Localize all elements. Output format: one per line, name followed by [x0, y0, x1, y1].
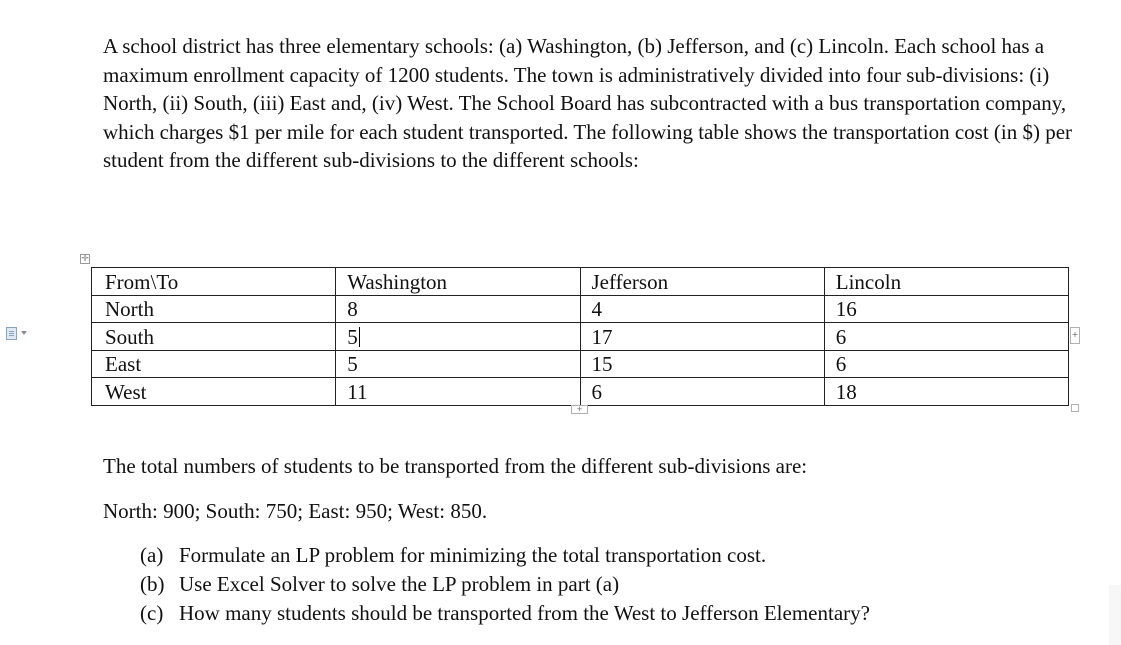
table-row [92, 323, 1069, 351]
cost-cell[interactable]: 16 [824, 295, 1068, 323]
question-text: Use Excel Solver to solve the LP problem in part (a) [179, 572, 620, 596]
question-marker: (c) [140, 601, 164, 625]
question-text: Formulate an LP problem for minimizing the total transportation cost. [179, 543, 767, 567]
list-item [140, 541, 870, 570]
document-options-icon[interactable] [6, 327, 34, 341]
question-marker: (b) [140, 572, 165, 596]
table-row [92, 378, 1069, 406]
row-label[interactable]: South [92, 323, 336, 351]
row-label[interactable]: North [92, 295, 336, 323]
totals-intro: The total numbers of students to be transported from the different sub-divisions are: [103, 454, 808, 478]
table-move-handle-icon[interactable]: ✛ [81, 254, 89, 264]
transportation-cost-table [91, 267, 1069, 406]
cost-cell-value: 5 [347, 324, 358, 349]
add-row-plus-icon[interactable]: + [1070, 327, 1080, 344]
cost-cell[interactable]: 18 [824, 378, 1068, 406]
cost-cell[interactable]: 6 [580, 378, 824, 406]
cost-cell[interactable]: 4 [580, 295, 824, 323]
cost-cell-active[interactable] [336, 323, 580, 351]
table-row [92, 295, 1069, 323]
header-washington[interactable]: Washington [336, 268, 580, 296]
add-column-plus-icon[interactable]: + [571, 405, 588, 414]
cost-cell[interactable]: 6 [824, 323, 1068, 351]
chevron-down-icon [21, 331, 27, 335]
table-header-row [92, 268, 1069, 296]
list-item [140, 570, 870, 599]
document-icon [6, 327, 17, 340]
list-item [140, 599, 870, 628]
table-row [92, 350, 1069, 378]
text-cursor [359, 327, 360, 347]
row-label[interactable]: East [92, 350, 336, 378]
row-label[interactable]: West [92, 378, 336, 406]
cost-cell[interactable]: 17 [580, 323, 824, 351]
question-marker: (a) [140, 543, 164, 567]
problem-intro: A school district has three elementary schools: (a) Washington, (b) Jefferson, and (c) Lincoln. Each school has a maximum enrollment capacity of 1200 students. The town is administratively divided into four sub-divisions: (i) North, (ii) South, (iii) East and, (iv) West. The School Board has subcontracted with a bus transportation company, which charges $1 per mile for each student transported. The following table shows the transportation cost (in $) per student from the different sub-divisions to the different schools: [103, 34, 1073, 173]
header-lincoln[interactable]: Lincoln [824, 268, 1068, 296]
cost-cell[interactable]: 11 [336, 378, 580, 406]
table-resize-handle-icon[interactable] [1071, 404, 1079, 412]
header-from-to[interactable]: From\To [92, 268, 336, 296]
cost-cell[interactable]: 15 [580, 350, 824, 378]
cost-cell[interactable]: 8 [336, 295, 580, 323]
question-text: How many students should be transported from the West to Jefferson Elementary? [179, 601, 870, 625]
student-totals: North: 900; South: 750; East: 950; West: 850. [103, 499, 488, 523]
cost-cell[interactable]: 5 [336, 350, 580, 378]
page-edge [1109, 585, 1121, 645]
cost-cell[interactable]: 6 [824, 350, 1068, 378]
header-jefferson[interactable]: Jefferson [580, 268, 824, 296]
question-list [140, 541, 870, 628]
